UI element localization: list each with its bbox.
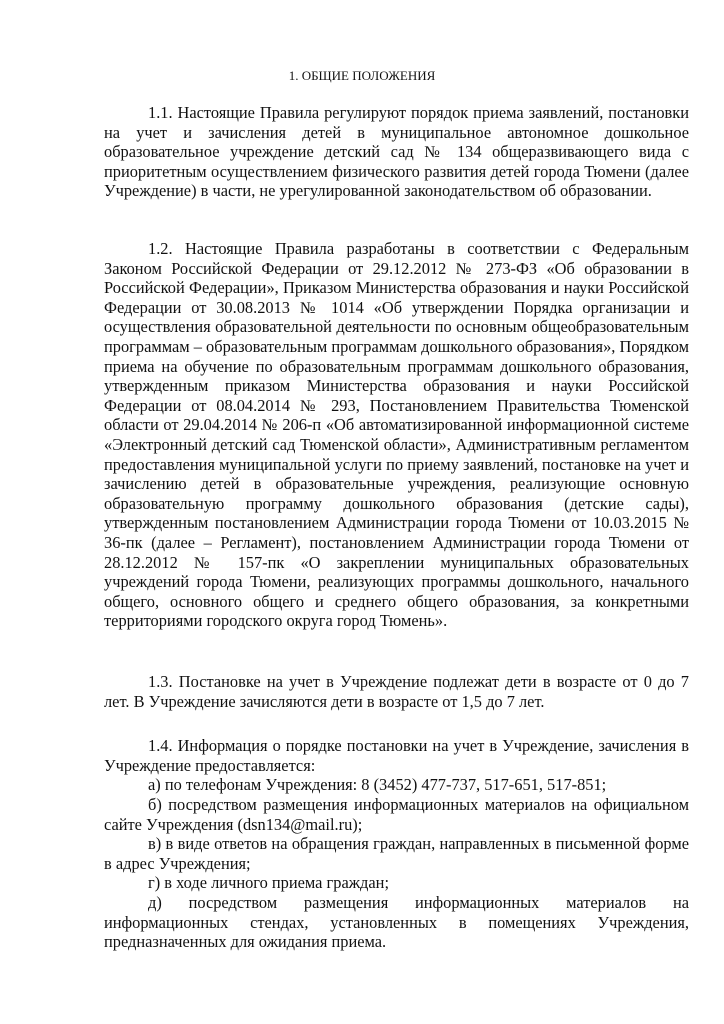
list-item-g: г) в ходе личного приема граждан; <box>148 873 389 892</box>
paragraph-1-2: 1.2. Настоящие Правила разработаны в соответствии с Федеральным Законом Российской Федерации от 29.12.2012 № 273-ФЗ «Об образовании в Российской Федерации», Приказом Министерства образования и науки Российской Федерации от 30.08.2013 № 1014 «Об утверждении Порядка организации и осуществления образовательной деятельности по основным общеобразовательным программам – образовательным программам дошкольного образования», Порядком приема на обучение по образовательным программам дошкольного образования, утвержденным приказом Министерства образования и науки Российской Федерации от 08.04.2014 № 293, Постановлением Правительства Тюменской области от 29.04.2014 № 206-п «Об автоматизированной информационной системе «Электронный детский сад Тюменской области», Административным регламентом предоставления муниципальной услуги по приему заявлений, постановке на учет и зачислению детей в образовательные учреждения, реализующие основную образовательную программу дошкольного образования (детские сады), утвержденным постановлением Администрации города Тюмени от 10.03.2015 № 36-пк (далее – Регламент), постановлением Администрации города Тюмени от 28.12.2012 № 157-пк «О закреплении муниципальных образовательных учреждений города Тюмени, реализующих программы дошкольного, начального общего, основного общего и среднего общего образования, за конкретными территориями городского округа город Тюмень». <box>104 239 689 631</box>
list-item-d: д) посредством размещения информационных материалов на информационных стендах, установленных в помещениях Учреждения, предназначенных для ожидания приема. <box>104 893 689 952</box>
paragraph-1-1: 1.1. Настоящие Правила регулируют порядок приема заявлений, постановки на учет и зачисления детей в муниципальное автономное дошкольное образовательное учреждение детский сад № 134 общеразвивающего вида с приоритетным осуществлением физического развития детей города Тюмени (далее Учреждение) в части, не урегулированной законодательством об образовании. <box>104 103 689 201</box>
list-item-v: в) в виде ответов на обращения граждан, направленных в письменной форме в адрес Учреждения; <box>104 834 689 873</box>
paragraph-1-4: 1.4. Информация о порядке постановки на учет в Учреждение, зачисления в Учреждение предоставляется: <box>104 736 689 775</box>
list-item-a: а) по телефонам Учреждения: 8 (3452) 477-737, 517-651, 517-851; <box>148 775 607 794</box>
section-heading: 1. ОБЩИЕ ПОЛОЖЕНИЯ <box>288 68 436 83</box>
paragraph-1-3: 1.3. Постановке на учет в Учреждение подлежат дети в возрасте от 0 до 7 лет. В Учреждение зачисляются дети в возрасте от 1,5 до 7 лет. <box>104 672 689 711</box>
list-item-b: б) посредством размещения информационных материалов на официальном сайте Учреждения (dsn134@mail.ru); <box>104 795 689 834</box>
